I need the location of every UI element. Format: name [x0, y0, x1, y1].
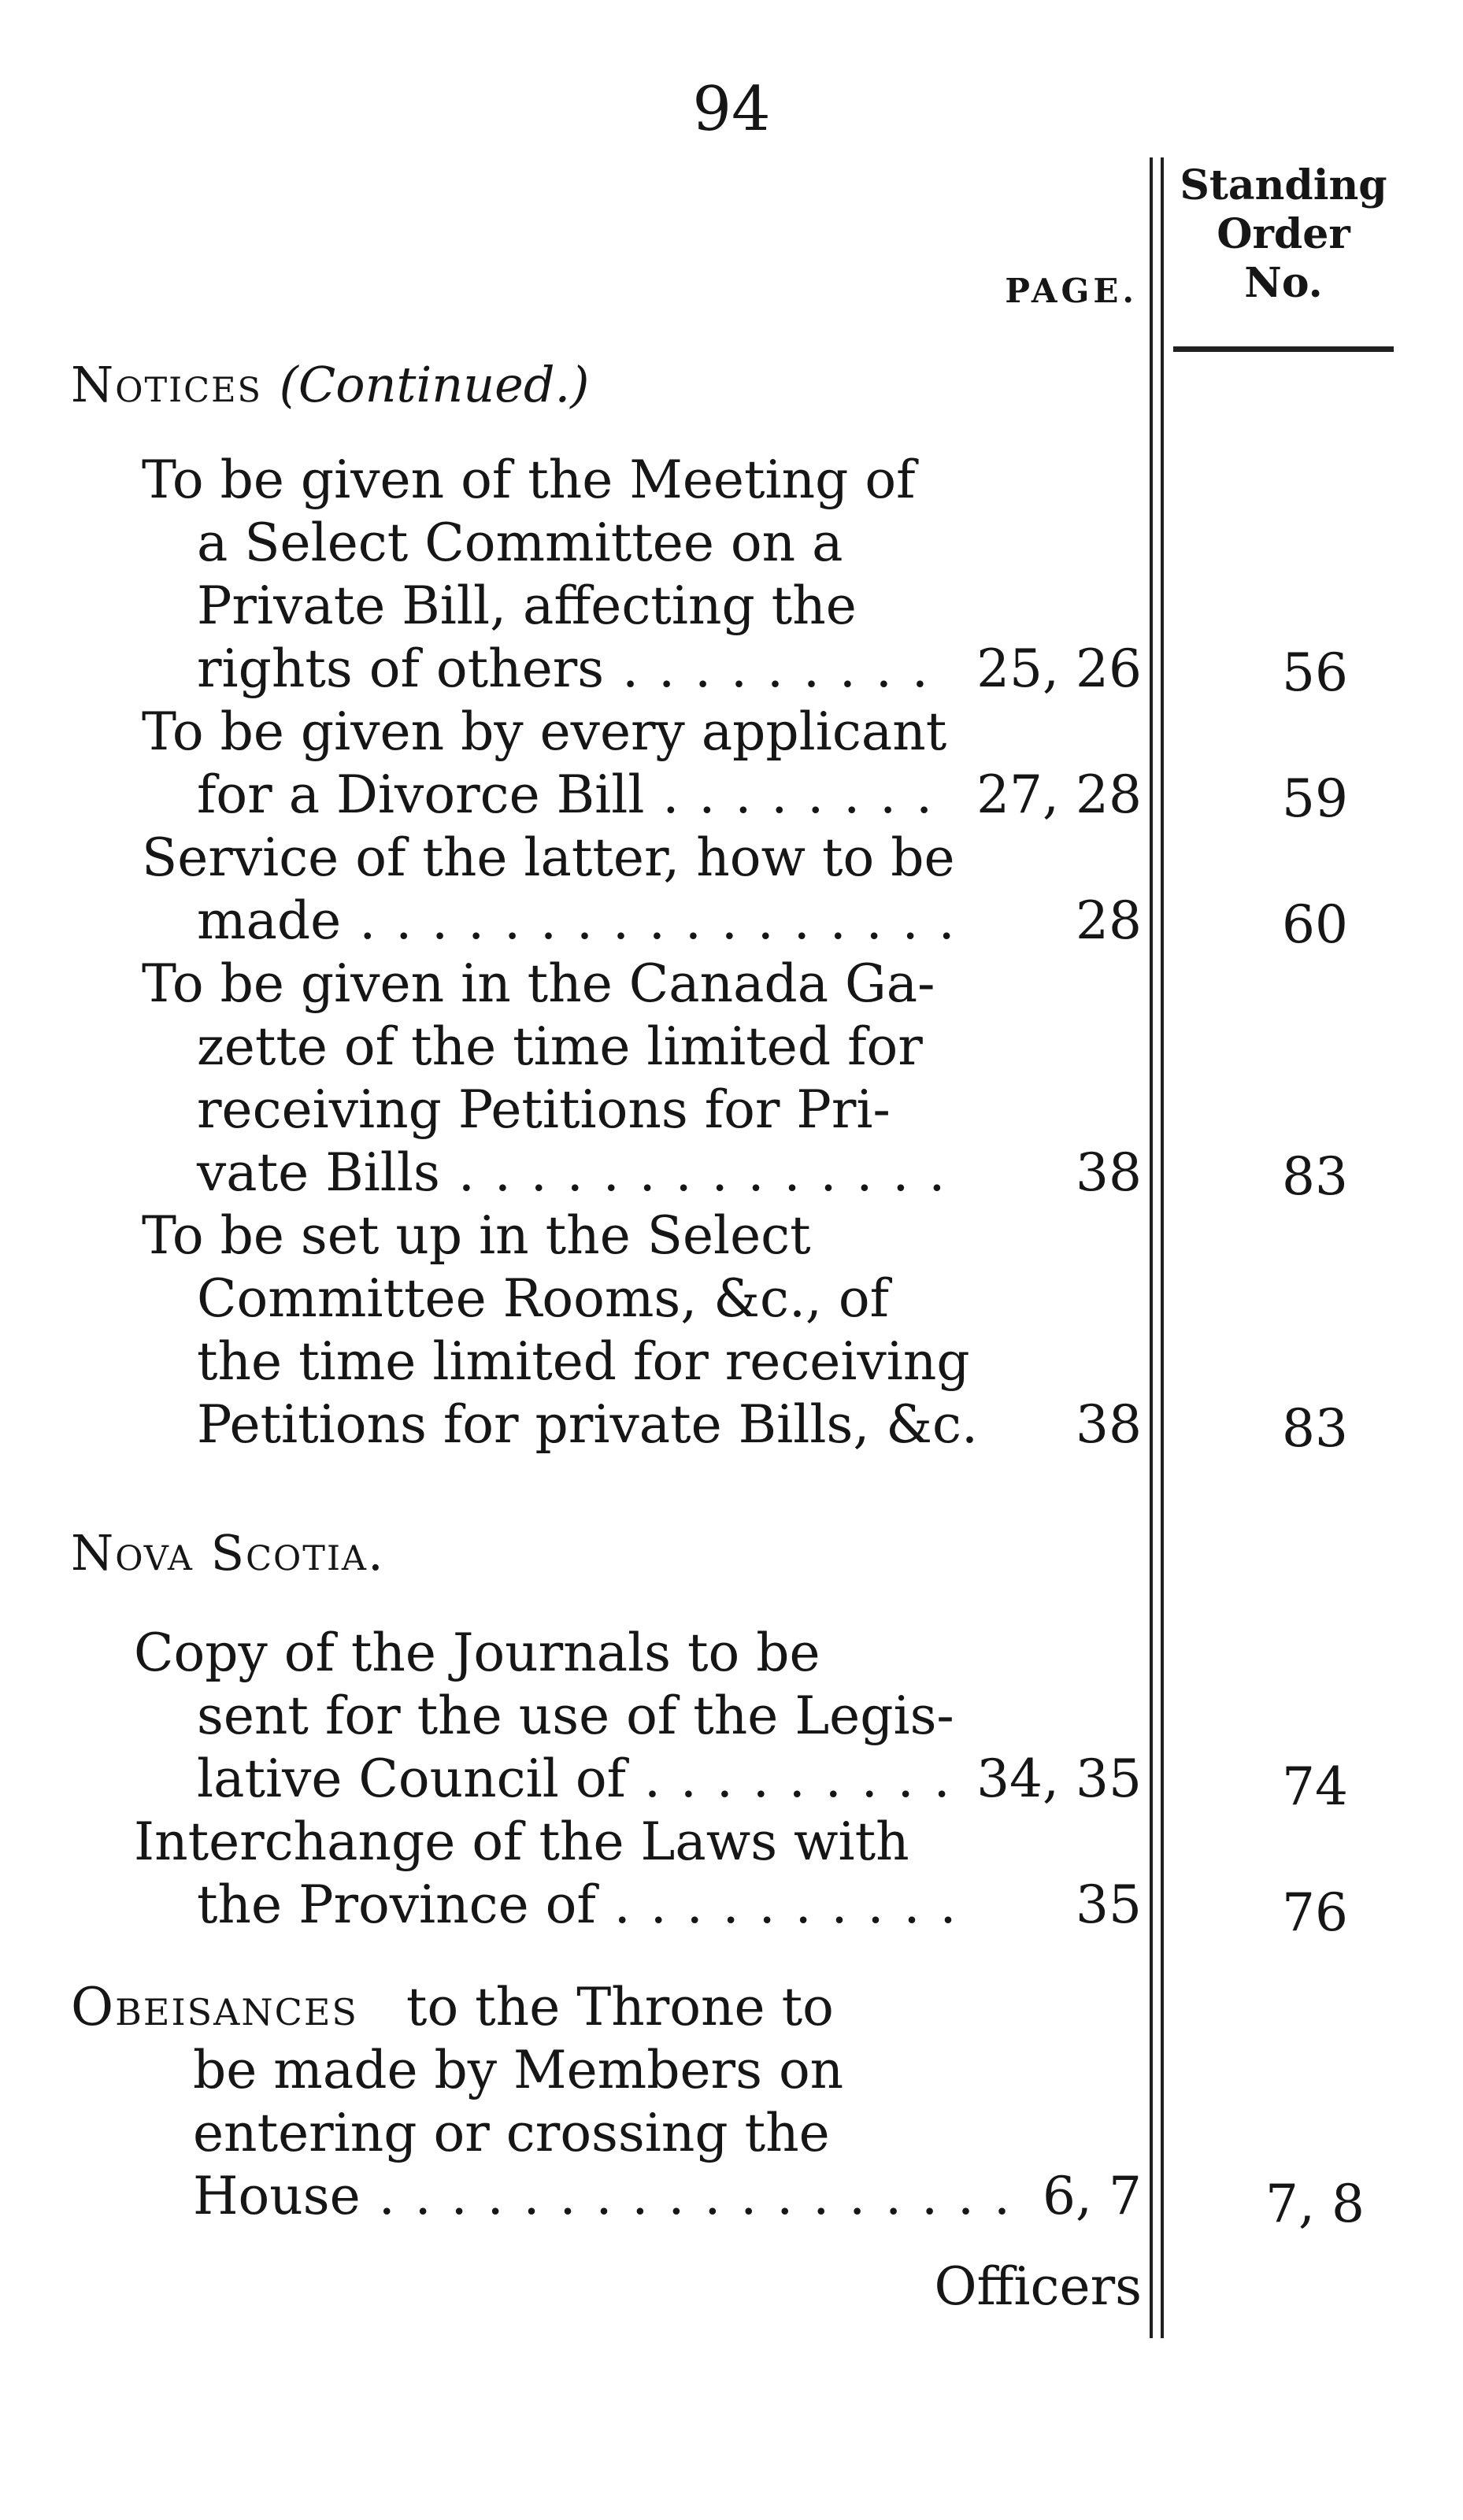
index-entry	[142, 827, 1032, 953]
entry-line: rights of others . . .	[142, 638, 953, 701]
entry-line: Committee Rooms, &c., of	[197, 1268, 890, 1329]
standing-order-header	[1165, 161, 1402, 308]
index-entry	[134, 1811, 1024, 1937]
entry-standing-order: 76	[1282, 1882, 1348, 1943]
entry-line: Service of the latter, how to be	[142, 827, 955, 888]
entry-standing-order: 59	[1282, 768, 1348, 829]
standing-order-header-line-3: No.	[1244, 259, 1323, 307]
entry-line: lative Council of . . .	[134, 1748, 953, 1811]
entry-line: the Province of . . .	[134, 1874, 953, 1937]
section-heading-notices	[71, 356, 590, 413]
entry-line: the time limited for receiving	[197, 1331, 970, 1392]
section-heading-obeisances: Obeisances	[71, 1977, 358, 2037]
entry-line: a Select Committee on a	[197, 513, 843, 573]
entry-line: for a Divorce Bill . . .	[142, 764, 953, 827]
section-heading-nova-scotia: Nova Scotia.	[71, 1524, 385, 1582]
entry-line: Private Bill, affecting the	[197, 575, 857, 636]
standing-order-header-line-2: Order	[1217, 210, 1350, 258]
header-underline	[1173, 346, 1394, 352]
entry-line: To be set up in the Select	[142, 1205, 811, 1266]
entry-page-ref: 25, 26	[976, 638, 1142, 699]
column-rule-left	[1150, 157, 1153, 2338]
index-entry	[134, 1622, 1024, 1811]
entry-line	[71, 1976, 953, 2039]
entry-line: Interchange of the Laws with	[134, 1811, 909, 1872]
entry-line: To be given in the Canada Ga-	[142, 953, 935, 1014]
entry-standing-order: 60	[1282, 894, 1348, 955]
index-entry	[142, 953, 1032, 1204]
index-entry	[142, 1204, 1032, 1456]
entry-line: sent for the use of the Legis-	[197, 1686, 954, 1746]
entry-page-ref: 6, 7	[1043, 2166, 1142, 2226]
section-heading-notices-title: Notices	[71, 356, 262, 413]
entry-standing-order: 83	[1282, 1398, 1348, 1459]
index-entry	[142, 449, 1032, 701]
catchword: Officers	[934, 2256, 1142, 2317]
entry-page-ref: 38	[1076, 1142, 1142, 1203]
entry-standing-order: 74	[1282, 1756, 1348, 1817]
page-column-header: PAGE.	[1005, 272, 1138, 310]
entry-line: House . . .	[71, 2165, 1020, 2228]
entry-line: entering or crossing the	[193, 2103, 830, 2163]
entry-line: To be given of the Meeting of	[142, 450, 916, 510]
column-rule-right	[1161, 157, 1164, 2338]
entry-page-ref: 35	[1076, 1874, 1142, 1935]
entry-line: Petitions for private Bills, &c.	[197, 1394, 978, 1455]
standing-order-header-line-1: Standing	[1180, 161, 1387, 209]
index-entry	[71, 1976, 953, 2228]
entry-line: made . . .	[142, 890, 953, 953]
entry-line: Copy of the Journals to be	[134, 1623, 820, 1683]
page-number: 94	[692, 74, 771, 145]
entry-page-ref: 27, 28	[976, 764, 1142, 825]
entry-line: vate Bills . . .	[142, 1142, 953, 1204]
entry-standing-order: 7, 8	[1265, 2174, 1365, 2234]
entry-line: To be given by every applicant	[142, 701, 947, 762]
index-entry	[142, 701, 1032, 827]
entry-line: receiving Petitions for Pri-	[197, 1079, 891, 1140]
entry-line: be made by Members on	[193, 2040, 844, 2100]
entry-line: zette of the time limited for	[197, 1016, 923, 1077]
entry-page-ref: 34, 35	[976, 1748, 1142, 1809]
entry-standing-order: 56	[1282, 642, 1348, 703]
entry-line-text: to the Throne to	[406, 1977, 834, 2037]
entry-page-ref: 28	[1076, 890, 1142, 951]
entry-page-ref: 38	[1076, 1394, 1142, 1455]
section-heading-notices-suffix: (Continued.)	[279, 356, 590, 413]
entry-standing-order: 83	[1282, 1146, 1348, 1207]
